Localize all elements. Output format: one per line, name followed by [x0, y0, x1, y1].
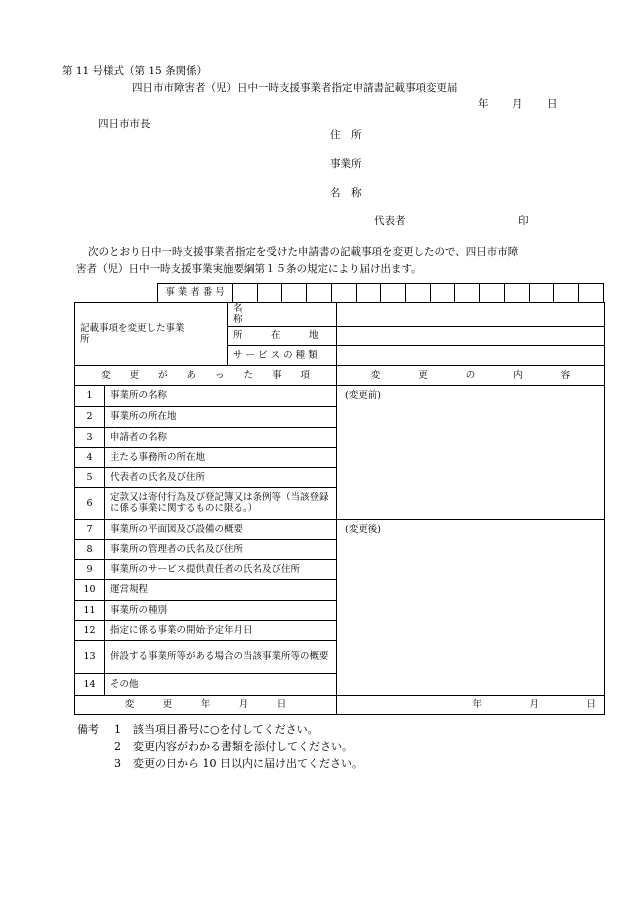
business-number-cell[interactable]: [529, 284, 554, 303]
business-number-cell[interactable]: [554, 284, 579, 303]
change-date-label: 変 更 年 月 日: [75, 695, 337, 714]
item-number: 5: [75, 467, 105, 487]
change-table: [74, 302, 605, 715]
item-number: 10: [75, 579, 105, 600]
name-label: 名 称: [330, 187, 362, 199]
business-number-cell[interactable]: [455, 284, 480, 303]
item-text: 事業所の平面図及び設備の概要: [105, 519, 337, 539]
item-number: 9: [75, 559, 105, 579]
note-text: 変更内容がわかる書類を添付してください。: [133, 740, 353, 753]
business-number-cell[interactable]: [430, 284, 455, 303]
addressee: 四日市市長: [98, 118, 151, 130]
business-number-cell[interactable]: [579, 284, 604, 303]
item-number: 2: [75, 406, 105, 427]
item-text: 定款又は寄付行為及び登記簿又は条例等（当該登録に係る事業に関するものに限る。）: [105, 487, 337, 519]
before-change-cell[interactable]: [337, 385, 605, 519]
item-number: 12: [75, 620, 105, 640]
notes-label: 備考: [77, 723, 99, 736]
note-number: 1: [114, 723, 121, 736]
body-text-line-2: 害者（児）日中一時支援事業実施要綱第１５条の規定により届け出ます。: [76, 263, 422, 275]
before-change-label: (変更前): [345, 389, 381, 401]
content-header: 変 更 の 内 容: [337, 365, 605, 385]
body-text-line-1: 次のとおり日中一時支援事業者指定を受けた申請書の記載事項を変更したので、四日市市障: [88, 246, 519, 258]
form-number: 第 11 号様式（第 15 条関係）: [62, 65, 208, 77]
item-text: 事業所のサービス提供責任者の氏名及び住所: [105, 559, 337, 579]
item-number: 7: [75, 519, 105, 539]
office-label: 事業所: [330, 158, 362, 170]
seal-label: 印: [518, 215, 529, 227]
date-day: 日: [547, 98, 558, 110]
after-change-cell[interactable]: [337, 519, 605, 695]
business-number-cell[interactable]: [233, 284, 258, 303]
changed-office-label: 記載事項を変更した事業 所: [75, 303, 228, 366]
office-name-value[interactable]: [337, 303, 605, 327]
items-header: 変 更 が あ っ た 事 項: [75, 365, 337, 385]
business-number-cell[interactable]: [480, 284, 505, 303]
office-service-value[interactable]: [337, 345, 605, 365]
item-text: 併設する事業所等がある場合の当該事業所等の概要: [105, 640, 337, 673]
item-text: その他: [105, 673, 337, 695]
note-text: 変更の日から 10 日以内に届け出てください。: [133, 757, 363, 770]
note-number: 2: [114, 740, 121, 753]
business-number-cell[interactable]: [406, 284, 431, 303]
item-number: 14: [75, 673, 105, 695]
item-number: 3: [75, 427, 105, 447]
item-text: 運営規程: [105, 579, 337, 600]
office-field-name: 名 称: [228, 303, 337, 327]
address-label: 住 所: [330, 129, 362, 141]
business-number-cell[interactable]: [307, 284, 332, 303]
item-text: 主たる事務所の所在地: [105, 447, 337, 467]
business-number-cell[interactable]: [504, 284, 529, 303]
business-number-grid: [157, 283, 604, 303]
item-text: 代表者の氏名及び住所: [105, 467, 337, 487]
date-month: 月: [512, 98, 523, 110]
item-number: 13: [75, 640, 105, 673]
business-number-cell[interactable]: [257, 284, 282, 303]
item-text: 事業所の所在地: [105, 406, 337, 427]
item-text: 事業所の管理者の氏名及び住所: [105, 539, 337, 559]
item-text: 指定に係る事業の開始予定年月日: [105, 620, 337, 640]
business-number-cell[interactable]: [282, 284, 307, 303]
business-number-cell[interactable]: [381, 284, 406, 303]
representative-label: 代表者: [374, 215, 406, 227]
item-text: 申請者の名称: [105, 427, 337, 447]
note-text: 該当項目番号に○を付してください。: [133, 723, 319, 736]
after-change-label: (変更後): [345, 523, 381, 535]
business-number-label: 事 業 者 番 号: [158, 284, 233, 303]
item-number: 8: [75, 539, 105, 559]
item-text: 事業所の名称: [105, 385, 337, 406]
item-text: 事業所の種別: [105, 600, 337, 620]
date-year: 年: [478, 98, 489, 110]
item-number: 4: [75, 447, 105, 467]
office-field-address: 所 在 地: [228, 326, 337, 345]
item-number: 1: [75, 385, 105, 406]
page-title: 四日市市障害者（児）日中一時支援事業者指定申請書記載事項変更届: [132, 82, 458, 94]
office-address-value[interactable]: [337, 326, 605, 345]
note-number: 3: [114, 757, 121, 770]
item-number: 6: [75, 487, 105, 519]
change-date-value[interactable]: 年 月 日: [337, 695, 605, 714]
office-field-service: サ ー ビ ス の 種 類: [228, 345, 337, 365]
business-number-cell[interactable]: [331, 284, 356, 303]
item-number: 11: [75, 600, 105, 620]
business-number-cell[interactable]: [356, 284, 381, 303]
